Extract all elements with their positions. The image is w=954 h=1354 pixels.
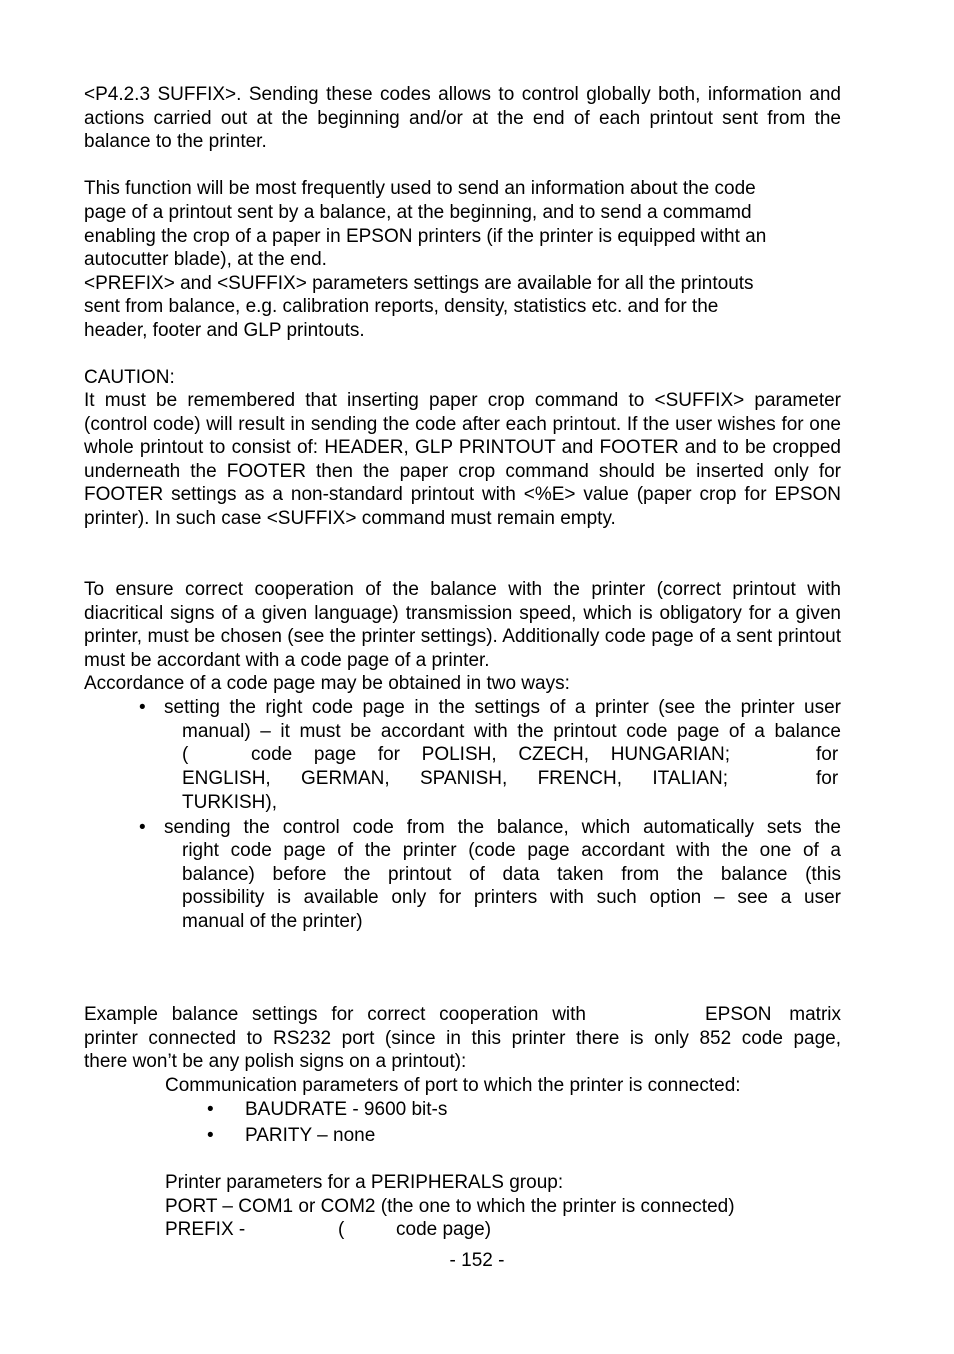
accordance-intro: Accordance of a code page may be obtained in two ways: xyxy=(84,673,570,694)
prefix-setting-label: PREFIX - xyxy=(165,1219,246,1240)
bullet-2-line: manual of the printer) xyxy=(182,911,363,932)
printer-parameters-heading: Printer parameters for a PERIPHERALS group: xyxy=(165,1172,564,1193)
function-paragraph-line: enabling the crop of a paper in EPSON printers (if the printer is equipped witht an xyxy=(84,226,767,247)
bullet-dot: • xyxy=(139,817,146,838)
prefix-suffix-paragraph-line: header, footer and GLP printouts. xyxy=(84,320,365,341)
prefix-setting-paren: ( xyxy=(338,1219,345,1240)
bullet-dot: • xyxy=(139,697,146,718)
port-setting: PORT – COM1 or COM2 (the one to which the printer is connected) xyxy=(165,1196,735,1217)
example-line: there won’t be any polish signs on a printout): xyxy=(84,1051,467,1072)
bullet-dot: • xyxy=(207,1125,214,1146)
bullet-2-line: possibility is available only for printers with such option – see a user xyxy=(182,887,841,908)
bullet-1-line: code page for POLISH, CZECH, HUNGARIAN; xyxy=(251,744,730,765)
bullet-1-line: setting the right code page in the settings of a printer (see the printer user xyxy=(164,697,841,718)
bullet-2-line: right code page of the printer (code page accordant with the one of a xyxy=(182,840,841,861)
bullet-1-line: manual) – it must be accordant with the printout code page of a balance xyxy=(182,721,841,742)
cooperation-paragraph: To ensure correct cooperation of the balance with the printer (correct printout with diacritical signs of a given language) transmission speed, which is obligatory for a given printer, must be chosen (see the printer settings). Additionally code page of a sent printout must be accordant with a code page of a printer. xyxy=(84,579,841,671)
caution-paragraph: It must be remembered that inserting paper crop command to <SUFFIX> parameter (control code) will result in sending the code after each printout. If the user wishes for one whole printout to consist of: HEADER, GLP PRINTOUT and FOOTER and to be cropped underneath the FOOTER then the paper crop command should be inserted only for FOOTER settings as a non-standard printout with <%E> value (paper crop for EPSON printer). In such case <SUFFIX> command must remain empty. xyxy=(84,390,841,529)
function-paragraph-line: This function will be most frequently used to send an information about the code xyxy=(84,178,756,199)
bullet-1-line: TURKISH), xyxy=(182,792,277,813)
bullet-2-line: balance) before the printout of data taken from the balance (this xyxy=(182,864,841,885)
intro-paragraph: <P4.2.3 SUFFIX>. Sending these codes allows to control globally both, information and actions carried out at the beginning and/or at the end of each printout sent from the balance to the printer. xyxy=(84,84,841,153)
bullet-1-paren: ( xyxy=(182,744,189,765)
communication-heading: Communication parameters of port to which the printer is connected: xyxy=(165,1075,741,1096)
prefix-setting-codepage: code page) xyxy=(396,1219,492,1240)
parity-item: PARITY – none xyxy=(245,1125,376,1146)
bullet-dot: • xyxy=(207,1099,214,1120)
page-number: - 152 - xyxy=(449,1250,505,1271)
example-line: printer connected to RS232 port (since in this printer there is only 852 code page, xyxy=(84,1028,841,1049)
function-paragraph-line: autocutter blade), at the end. xyxy=(84,249,327,270)
example-line: Example balance settings for correct cooperation with xyxy=(84,1004,586,1025)
bullet-1-line: for xyxy=(816,744,839,765)
example-line: EPSON matrix xyxy=(705,1004,841,1025)
caution-heading: CAUTION: xyxy=(84,367,175,388)
bullet-1-line: for xyxy=(816,768,839,789)
baudrate-item: BAUDRATE - 9600 bit-s xyxy=(245,1099,448,1120)
prefix-suffix-paragraph-line: <PREFIX> and <SUFFIX> parameters settings are available for all the printouts xyxy=(84,273,754,294)
prefix-suffix-paragraph-line: sent from balance, e.g. calibration reports, density, statistics etc. and for the xyxy=(84,296,719,317)
function-paragraph-line: page of a printout sent by a balance, at the beginning, and to send a commamd xyxy=(84,202,752,223)
bullet-2-line: sending the control code from the balance, which automatically sets the xyxy=(164,817,841,838)
bullet-1-line: ENGLISH, GERMAN, SPANISH, FRENCH, ITALIAN; xyxy=(182,768,728,789)
